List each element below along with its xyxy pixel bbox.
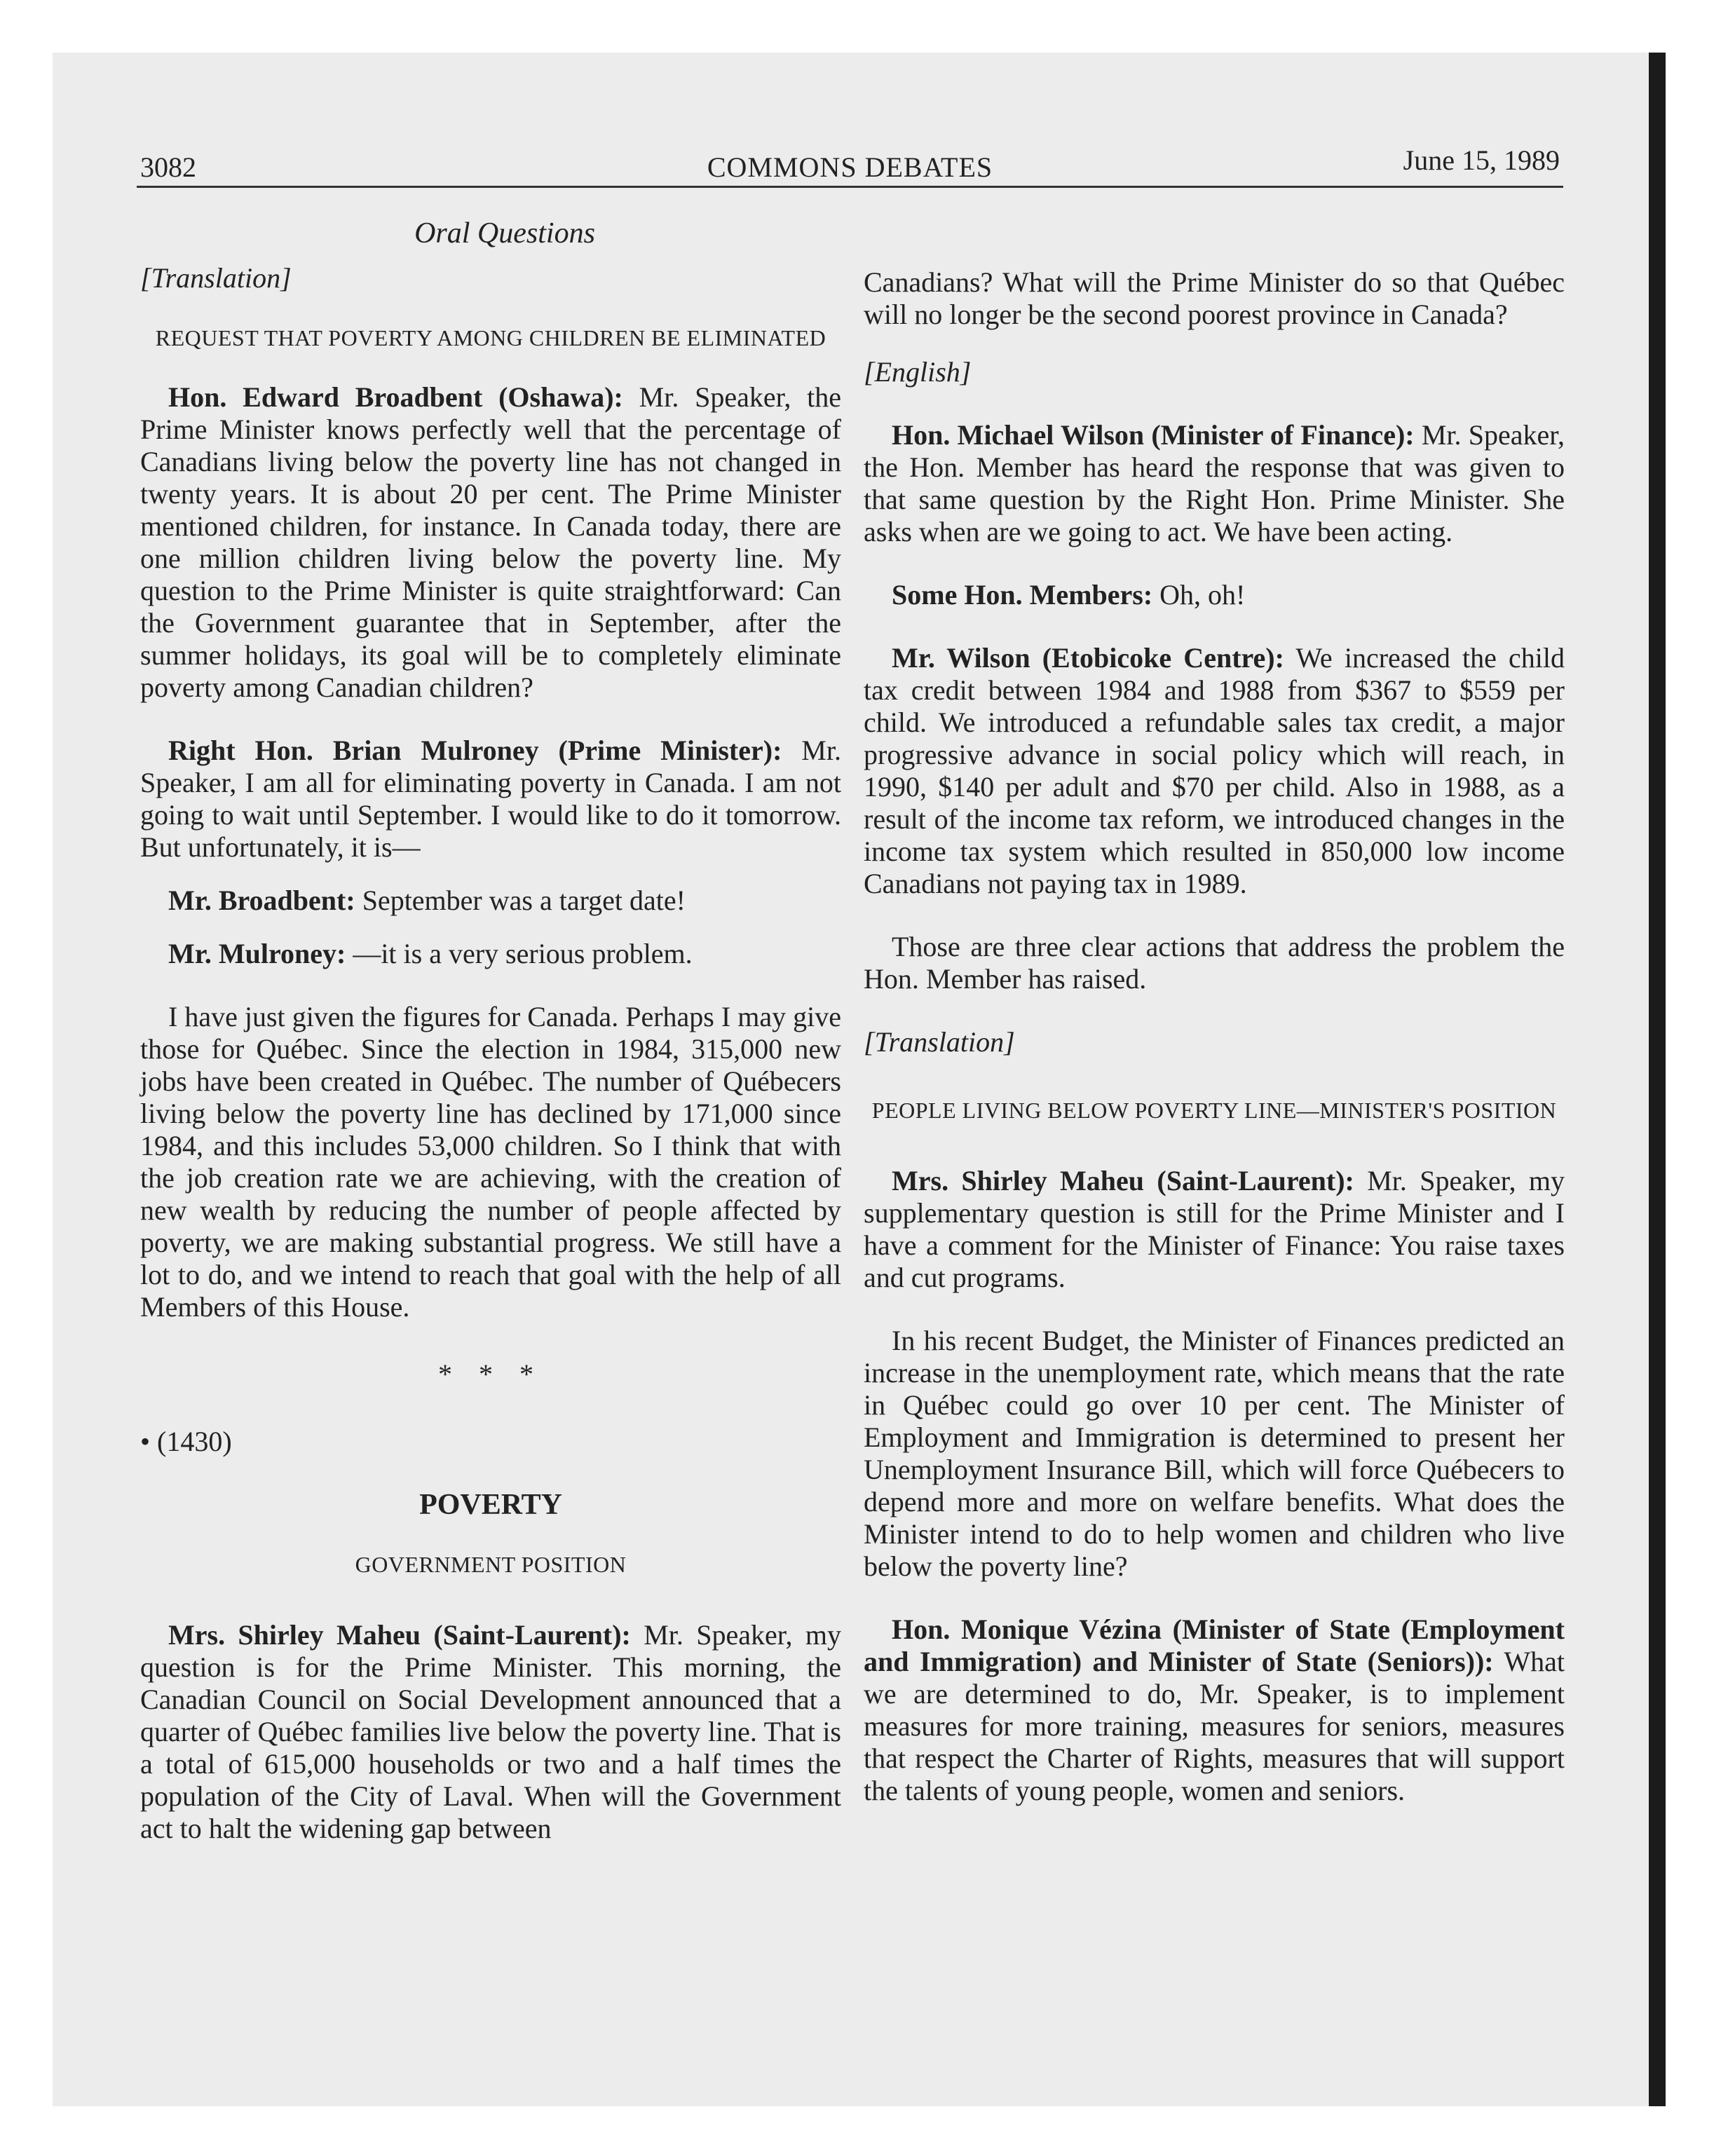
right-column — [864, 266, 1565, 1807]
paragraph: Canadians? What will the Prime Minister do so that Québec will no longer be the second poorest province in Canada? — [864, 266, 1565, 330]
paragraph — [140, 938, 841, 970]
paragraph — [864, 579, 1565, 611]
paragraph — [140, 885, 841, 917]
journal-title: COMMONS DEBATES — [707, 151, 993, 183]
speaker-name: Some Hon. Members: — [892, 579, 1153, 610]
speaker-name: Mr. Mulroney: — [168, 938, 346, 969]
time-marker: • (1430) — [140, 1426, 232, 1457]
subtopic-heading: GOVERNMENT POSITION — [355, 1552, 627, 1577]
speech-text: What we are determined to do, Mr. Speaker, is to implement measures for more training, measures for seniors, measures that respect the Charter of Rights, measures that will support the talents of young people, women and seniors. — [864, 1646, 1565, 1806]
paragraph — [140, 735, 841, 864]
speech-text: Mr. Speaker, my supplementary question is still for the Prime Minister and I have a comment for the Minister of Finance: You raise taxes and cut programs. — [864, 1165, 1565, 1293]
speech-text: —it is a very serious problem. — [346, 938, 693, 969]
speaker-name: Mr. Wilson (Etobicoke Centre): — [892, 642, 1284, 674]
speech-text: Mr. Speaker, the Hon. Member has heard the response that was given to that same question by the Right Hon. Prime Minister. She asks when are we going to act. We have been acting. — [864, 419, 1565, 547]
paragraph — [864, 642, 1565, 900]
speaker-name: Hon. Monique Vézina (Minister of State (Employment and Immigration) and Minister of State (Seniors)): — [864, 1613, 1565, 1677]
language-tag: [Translation] — [140, 262, 292, 294]
speaker-name: Mrs. Shirley Maheu (Saint-Laurent): — [168, 1619, 631, 1651]
left-column — [140, 217, 841, 1845]
speech-text: We increased the child tax credit between 1984 and 1988 from $367 to $559 per child. We introduced a refundable sales tax credit, a major progressive advance in social policy which will reach, in 1990, $140 per adult and $70 per child. Also in 1988, as a result of the income tax reform, we introduced changes in the income tax system which resulted in 850,000 low income Canadians not paying tax in 1989. — [864, 642, 1565, 899]
paragraph — [864, 1613, 1565, 1807]
speech-text: Mr. Speaker, my question is for the Prime Minister. This morning, the Canadian Council on Social Development announced that a quarter of Québec families live below the poverty line. That is a total of 615,000 households or two and a half times the population of the City of Laval. When will the Government act to halt the widening gap between — [140, 1619, 841, 1844]
paragraph: Those are three clear actions that address the problem the Hon. Member has raised. — [864, 931, 1565, 995]
running-header — [140, 144, 1560, 186]
question-heading: PEOPLE LIVING BELOW POVERTY LINE—MINISTER'S POSITION — [871, 1098, 1557, 1123]
language-tag: [Translation] — [864, 1026, 1015, 1058]
paragraph: In his recent Budget, the Minister of Finances predicted an increase in the unemployment rate, which means that the rate in Québec could go over 10 per cent. The Minister of Employment and Immigration is determined to present her Unemployment Insurance Bill, which will force Québecers to depend more and more on welfare benefits. What does the Minister intend to do to help women and children who live below the poverty line? — [864, 1325, 1565, 1582]
topic-heading: POVERTY — [419, 1489, 562, 1521]
speech-text: Oh, oh! — [1152, 579, 1246, 610]
page-number: 3082 — [140, 151, 196, 183]
speaker-name: Hon. Michael Wilson (Minister of Finance): — [892, 419, 1415, 451]
speaker-name: Right Hon. Brian Mulroney (Prime Minister): — [168, 735, 782, 766]
paragraph — [140, 1619, 841, 1845]
question-heading: REQUEST THAT POVERTY AMONG CHILDREN BE ELIMINATED — [155, 325, 826, 350]
scan-edge-shadow — [1649, 53, 1666, 2106]
paragraph: I have just given the figures for Canada. Perhaps I may give those for Québec. Since the election in 1984, 315,000 new jobs have been created in Québec. The number of Québecers living below the poverty line has declined by 171,000 since 1984, and this includes 53,000 children. So I think that with the job creation rate we are achieving, with the creation of new wealth by reducing the number of people affected by poverty, we are making substantial progress. We still have a lot to do, and we intend to reach that goal with the help of all Members of this House. — [140, 1001, 841, 1323]
speech-text: Mr. Speaker, I am all for eliminating poverty in Canada. I am not going to wait until September. I would like to do it tomorrow. But unfortunately, it is— — [140, 735, 841, 863]
section-break: * * * — [438, 1358, 543, 1390]
speech-text: September was a target date! — [355, 885, 686, 916]
speech-text: Mr. Speaker, the Prime Minister knows perfectly well that the percentage of Canadians living below the poverty line has not changed in twenty years. It is about 20 per cent. The Prime Minister mentioned children, for instance. In Canada today, there are one million children living below the poverty line. My question to the Prime Minister is quite straightforward: Can the Government guarantee that in September, after the summer holidays, its goal will be to completely eliminate poverty among Canadian children? — [140, 381, 841, 703]
paragraph — [140, 381, 841, 704]
issue-date: June 15, 1989 — [1403, 144, 1560, 176]
paragraph — [864, 1165, 1565, 1294]
header-rule — [137, 186, 1563, 188]
speaker-name: Mr. Broadbent: — [168, 885, 355, 916]
section-label: Oral Questions — [414, 217, 595, 250]
speaker-name: Hon. Edward Broadbent (Oshawa): — [168, 381, 623, 413]
language-tag: [English] — [864, 356, 972, 388]
speaker-name: Mrs. Shirley Maheu (Saint-Laurent): — [892, 1165, 1354, 1196]
paragraph — [864, 419, 1565, 548]
